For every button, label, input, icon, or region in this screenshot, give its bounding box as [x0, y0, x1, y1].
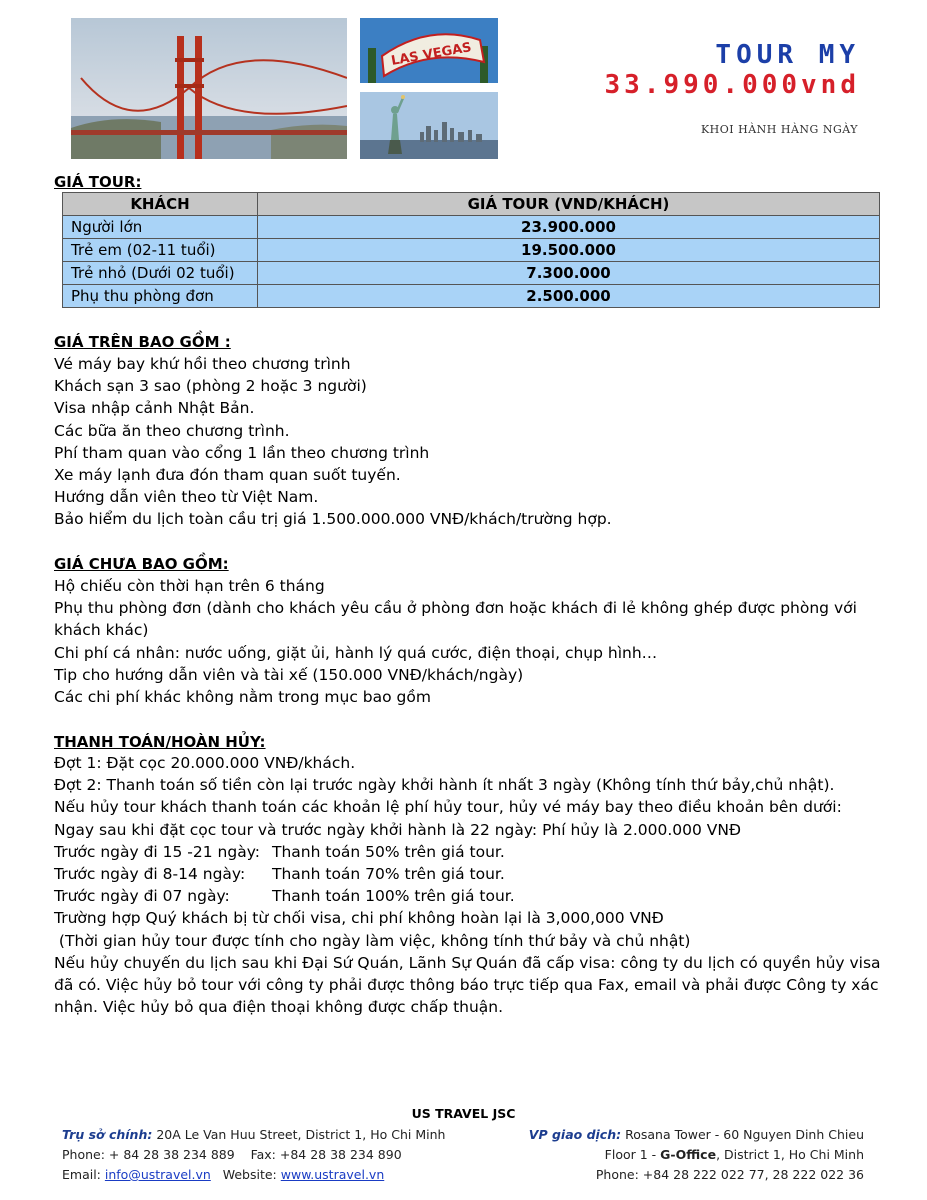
list-item: Phụ thu phòng đơn (dành cho khách yêu cầu ở phòng đơn hoặc khách đi lẻ không ghép được phòng với khách khác): [54, 599, 857, 640]
col-header-guest: KHÁCH: [63, 193, 258, 216]
tier-fee: Thanh toán 70% trên giá tour.: [272, 865, 505, 884]
tour-title: TOUR MY: [715, 40, 860, 70]
list-item: Hướng dẫn viên theo từ Việt Nam.: [54, 488, 319, 507]
hq-address: 20A Le Van Huu Street, District 1, Ho Chi Minh: [152, 1127, 446, 1142]
cancel-tier: [54, 885, 884, 907]
office-phone: Phone: +84 28 222 022 77, 28 222 022 36: [595, 1167, 864, 1182]
payment-line: Trường hợp Quý khách bị từ chối visa, chi phí không hoàn lại là 3,000,000 VNĐ: [54, 909, 664, 928]
table-row: [63, 216, 880, 239]
footer-company: US TRAVEL JSC: [411, 1106, 516, 1121]
list-item: Các bữa ăn theo chương trình.: [54, 421, 290, 440]
statue-of-liberty-image: [360, 92, 498, 159]
office-floor-post: , District 1, Ho Chi Minh: [716, 1147, 864, 1162]
price-section-title: GIÁ TOUR:: [54, 173, 142, 191]
tour-price: 33.990.000vnd: [604, 70, 860, 100]
las-vegas-image: [360, 18, 498, 83]
vegas-sign-text: LAS VEGAS: [390, 40, 473, 69]
tier-fee: Thanh toán 100% trên giá tour.: [272, 887, 515, 906]
payment-line: Đợt 1: Đặt cọc 20.000.000 VNĐ/khách.: [54, 754, 356, 772]
tour-subtitle: KHOI HÀNH HÀNG NGÀY: [700, 123, 858, 136]
payment-line: Đợt 2: Thanh toán số tiền còn lại trước ngày khởi hành ít nhất 3 ngày (Không tính thứ bảy,chủ nhật).: [54, 776, 835, 795]
table-row: [63, 285, 880, 308]
tier-when: Trước ngày đi 15 -21 ngày:: [54, 842, 260, 861]
row-label: Phụ thu phòng đơn: [63, 285, 258, 308]
email-label: Email:: [62, 1167, 105, 1182]
list-item: Phí tham quan vào cổng 1 lần theo chương trình: [54, 443, 430, 462]
list-item: Các chi phí khác không nằm trong mục bao gồm: [54, 688, 431, 707]
excluded-section-title: GIÁ CHƯA BAO GỒM:: [54, 555, 229, 573]
list-item: Vé máy bay khứ hồi theo chương trình: [54, 355, 351, 373]
cancel-tier: [54, 863, 884, 885]
cancel-tier: [54, 841, 884, 863]
row-label: Trẻ em (02-11 tuổi): [63, 239, 258, 262]
list-item: Xe máy lạnh đưa đón tham quan suốt tuyến.: [54, 466, 401, 485]
tier-fee: Thanh toán 50% trên giá tour.: [272, 842, 505, 861]
list-item: Khách sạn 3 sao (phòng 2 hoặc 3 người): [54, 377, 367, 396]
list-item: Hộ chiếu còn thời hạn trên 6 tháng: [54, 577, 325, 595]
row-value: 19.500.000: [258, 239, 880, 262]
tier-when: Trước ngày đi 07 ngày:: [54, 887, 230, 906]
payment-line: Nếu hủy chuyến du lịch sau khi Đại Sứ Quán, Lãnh Sự Quán đã cấp visa: công ty du lịch có quyền hủy visa đã có. Việc hủy bỏ tour với công ty phải được thông báo trực tiếp qua Fax, email và phải được Công ty xác nhận. Việc hủy bỏ qua điện thoại không được chấp thuận.: [54, 953, 881, 1017]
footer-office: [529, 1125, 864, 1185]
payment-terms: [54, 752, 884, 1018]
table-row: [63, 239, 880, 262]
email-link[interactable]: info@ustravel.vn: [104, 1167, 211, 1182]
golden-gate-bridge-image: [71, 18, 347, 159]
tier-when: Trước ngày đi 8-14 ngày:: [54, 865, 246, 884]
website-link[interactable]: www.ustravel.vn: [280, 1167, 385, 1182]
row-value: 7.300.000: [258, 262, 880, 285]
hq-phone: Phone: + 84 28 38 234 889 Fax: +84 28 38 234 890: [62, 1147, 402, 1162]
col-header-price: GIÁ TOUR (VND/KHÁCH): [258, 193, 880, 216]
payment-section-title: THANH TOÁN/HOÀN HỦY:: [54, 733, 266, 751]
row-value: 23.900.000: [258, 216, 880, 239]
list-item: Chi phí cá nhân: nước uống, giặt ủi, hành lý quá cước, điện thoại, chụp hình…: [54, 643, 658, 662]
payment-line: Ngay sau khi đặt cọc tour và trước ngày khởi hành là 22 ngày: Phí hủy là 2.000.000 VNĐ: [54, 820, 741, 839]
list-item: Tip cho hướng dẫn viên và tài xế (150.000 VNĐ/khách/ngày): [54, 665, 524, 684]
table-row: [63, 262, 880, 285]
payment-line: (Thời gian hủy tour được tính cho ngày làm việc, không tính thứ bảy và chủ nhật): [54, 931, 691, 950]
price-table: [62, 192, 880, 308]
website-label: Website:: [210, 1167, 281, 1182]
row-label: Người lớn: [63, 216, 258, 239]
footer-headquarters: [62, 1125, 445, 1185]
hq-label: Trụ sở chính:: [62, 1127, 153, 1142]
list-item: Bảo hiểm du lịch toàn cầu trị giá 1.500.000.000 VNĐ/khách/trường hợp.: [54, 510, 612, 529]
list-item: Visa nhập cảnh Nhật Bản.: [54, 399, 255, 418]
office-address: Rosana Tower - 60 Nguyen Dinh Chieu: [621, 1127, 864, 1142]
payment-line: Nếu hủy tour khách thanh toán các khoản lệ phí hủy tour, hủy vé máy bay theo điều khoản bên dưới:: [54, 798, 842, 817]
row-label: Trẻ nhỏ (Dưới 02 tuổi): [63, 262, 258, 285]
included-section-title: GIÁ TRÊN BAO GỒM :: [54, 333, 231, 351]
row-value: 2.500.000: [258, 285, 880, 308]
excluded-list: [54, 575, 884, 708]
office-floor-bold: G-Office: [660, 1147, 717, 1162]
office-label: VP giao dịch:: [528, 1127, 622, 1142]
price-table-header: [63, 193, 880, 216]
office-floor-pre: Floor 1 -: [604, 1147, 661, 1162]
included-list: [54, 353, 884, 531]
